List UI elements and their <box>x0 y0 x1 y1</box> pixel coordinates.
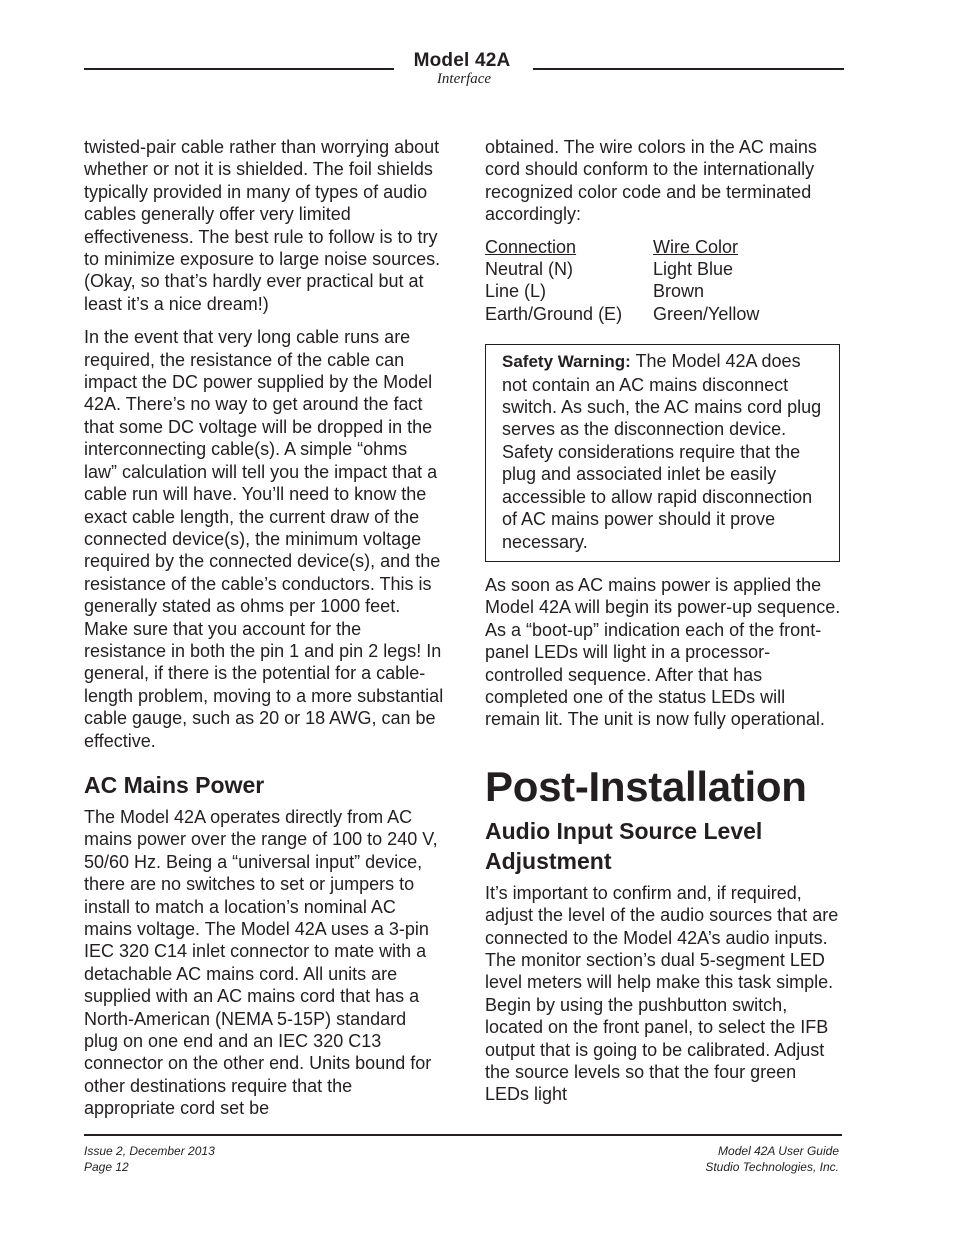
table-cell: Line (L) <box>485 281 547 302</box>
safety-warning-label: Safety Warning: <box>502 352 631 372</box>
footer-issue: Issue 2, December 2013 <box>84 1144 215 1158</box>
body-paragraph: It’s important to confirm and, if required, adjust the level of the audio sources that are connected to the Model 42A’s audio inputs. The monitor section’s dual 5-segment LED level meters will help make this task simple. Begin by using the pushbutton switch, located on the front panel, to select the IFB output that is going to be calibrated. Adjust the source levels so that the four green LEDs light <box>485 882 839 1105</box>
table-header-wire-color: Wire Color <box>653 236 739 257</box>
footer-page-number: Page 12 <box>84 1160 129 1174</box>
table-row <box>485 303 759 325</box>
safety-warning-box <box>485 344 840 562</box>
footer-company: Studio Technologies, Inc. <box>705 1160 839 1174</box>
wire-color-table <box>485 236 759 326</box>
body-paragraph: In the event that very long cable runs are required, the resistance of the cable can impact the DC power supplied by the Model 42A. There’s no way to get around the fact that some DC voltage will be dropped in the interconnecting cable(s). A simple “ohms law” calculation will tell you the impact that a cable run will have. You’ll need to know the exact cable length, the current draw of the connected device(s), the minimum voltage required by the connected device(s), and the resistance of the cable’s conductors. This is generally stated as ohms per 1000 feet. Make sure that you account for the resistance in both the pin 1 and pin 2 legs! In general, if there is the potential for a cable-length problem, moving to a more substantial cable gauge, such as 20 or 18 AWG, can be effective. <box>84 327 444 751</box>
table-cell: Earth/Ground (E) <box>485 303 623 324</box>
safety-warning-text: The Model 42A does not contain an AC mains disconnect switch. As such, the AC mains cord plug serves as the disconnection device. Safety considerations require that the plug and associated inlet be easily accessible to allow rapid disconnection of AC mains power should it prove necessary. <box>502 351 822 552</box>
header-rule-left <box>84 68 394 70</box>
footer-guide-title: Model 42A User Guide <box>718 1144 839 1158</box>
body-paragraph: obtained. The wire colors in the AC mains cord should conform to the internationally recognized color code and be terminated accordingly: <box>485 137 817 225</box>
table-header-row <box>485 236 759 258</box>
section-heading: Audio Input Source Level Adjustment <box>485 817 763 874</box>
header-rule-right <box>533 68 844 70</box>
table-cell: Neutral (N) <box>485 259 574 280</box>
left-column <box>84 136 444 1120</box>
footer-right <box>705 1143 839 1175</box>
product-logo <box>398 50 526 86</box>
table-cell: Brown <box>653 281 705 302</box>
page-main-heading: Post-Installation <box>485 762 807 810</box>
body-paragraph: twisted-pair cable rather than worrying about whether or not it is shielded. The foil shields typically provided in many of types of audio cables generally offer very limited effectiveness. The best rule to follow is to try to minimize exposure to large noise sources. (Okay, so that’s hardly ever practical but at least it’s a nice dream!) <box>84 137 441 314</box>
footer-left <box>84 1143 215 1175</box>
table-cell: Light Blue <box>653 259 734 280</box>
logo-subtitle: Interface <box>436 71 492 87</box>
body-paragraph: As soon as AC mains power is applied the Model 42A will begin its power-up sequence. As a “boot-up” indication each of the front-panel LEDs will light in a processor-controlled sequence. After that has completed one of the status LEDs will remain lit. The unit is now fully operational. <box>485 574 841 730</box>
table-row <box>485 280 759 302</box>
footer-rule <box>84 1134 842 1136</box>
logo-model-name: Model 42A <box>413 50 511 71</box>
right-column <box>485 136 845 1106</box>
table-row <box>485 258 759 280</box>
body-paragraph: The Model 42A operates directly from AC mains power over the range of 100 to 240 V, 50/60 Hz. Being a “universal input” device, there are no switches to set or jumpers to install to match a location’s nominal AC mains voltage. The Model 42A uses a 3-pin IEC 320 C14 inlet connector to mate with a detachable AC mains cord. All units are supplied with an AC mains cord that has a North-American (NEMA 5-15P) standard plug on one end and an IEC 320 C13 connector on the other end. Units bound for other destinations require that the appropriate cord set be <box>84 806 438 1119</box>
section-heading: AC Mains Power <box>84 771 265 798</box>
table-cell: Green/Yellow <box>653 303 760 324</box>
table-header-connection: Connection <box>485 236 577 257</box>
